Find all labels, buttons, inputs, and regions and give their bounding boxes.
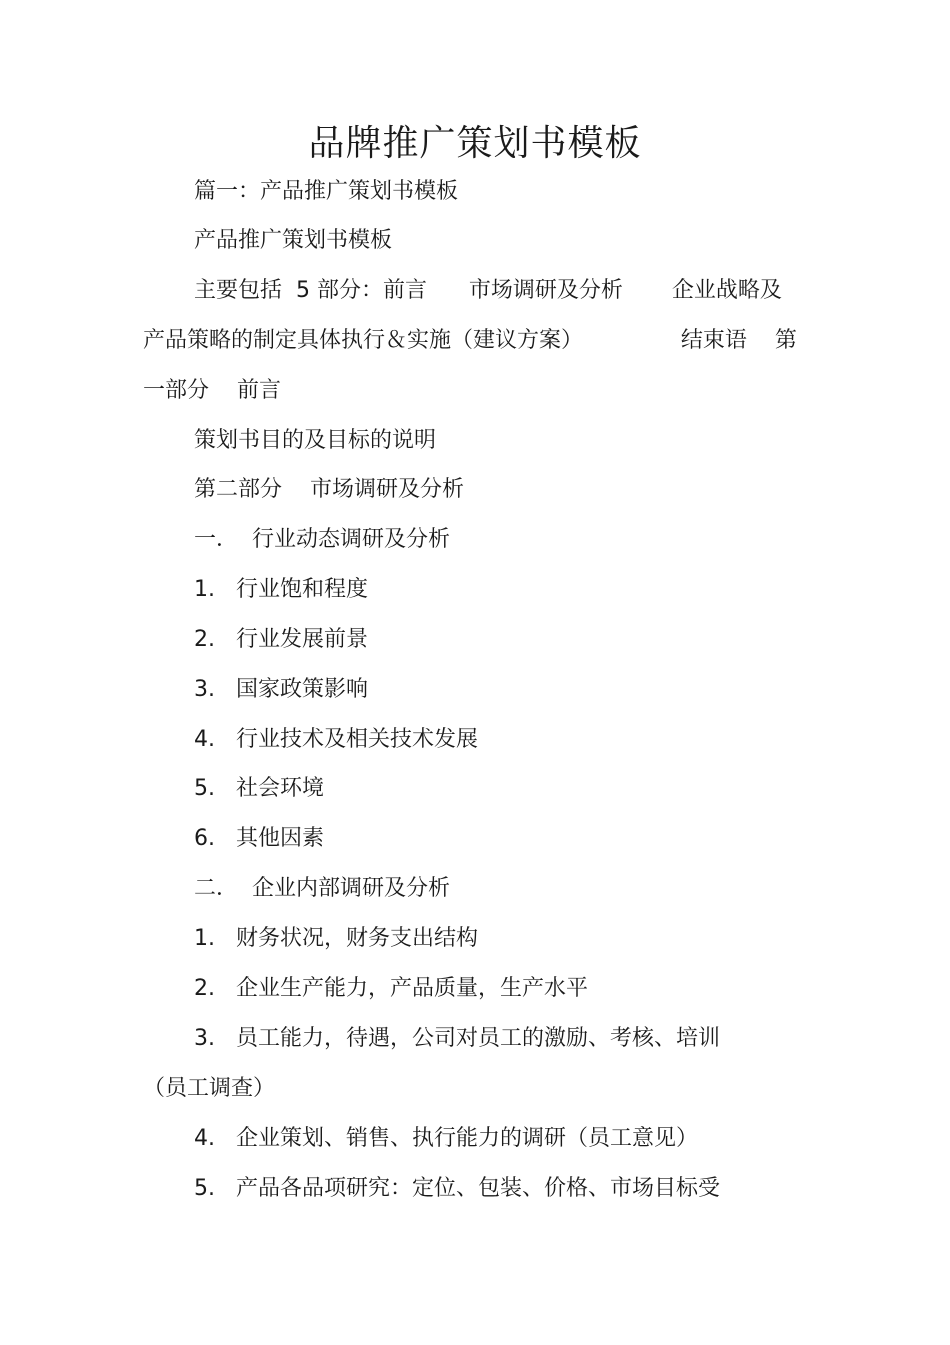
list-item-continuation: （员工调查） <box>143 1076 276 1101</box>
paragraph-line: 策划书目的及目标的说明 <box>194 428 437 453</box>
list-item: 5. 社会环境 <box>194 776 324 801</box>
list-item: 2. 行业发展前景 <box>194 627 368 652</box>
paragraph-line: 产品推广策划书模板 <box>194 228 393 253</box>
list-item: 1. 财务状况，财务支出结构 <box>194 926 478 951</box>
list-item: 1. 行业饱和程度 <box>194 577 368 602</box>
list-item: 4. 企业策划、销售、执行能力的调研（员工意见） <box>194 1126 698 1151</box>
list-item: 3. 员工能力，待遇，公司对员工的激励、考核、培训 <box>194 1026 720 1051</box>
subsection-heading: 二． 企业内部调研及分析 <box>194 876 450 901</box>
paragraph-line: 篇一：产品推广策划书模板 <box>194 179 459 204</box>
list-item: 2. 企业生产能力，产品质量，生产水平 <box>194 976 588 1001</box>
paragraph-line: 主要包括 5 部分：前言 市场调研及分析 企业战略及 <box>194 278 782 303</box>
subsection-heading: 一． 行业动态调研及分析 <box>194 527 450 552</box>
document-title: 品牌推广策划书模板 <box>308 123 642 164</box>
list-item: 4. 行业技术及相关技术发展 <box>194 727 478 752</box>
list-item: 3. 国家政策影响 <box>194 677 368 702</box>
list-item: 6. 其他因素 <box>194 826 324 851</box>
paragraph-line: 产品策略的制定具体执行＆实施（建议方案） 结束语 第 <box>143 328 797 353</box>
paragraph-line: 一部分 前言 <box>143 378 281 403</box>
list-item: 5. 产品各品项研究：定位、包装、价格、市场目标受 <box>194 1176 720 1201</box>
section-heading: 第二部分 市场调研及分析 <box>194 477 464 502</box>
